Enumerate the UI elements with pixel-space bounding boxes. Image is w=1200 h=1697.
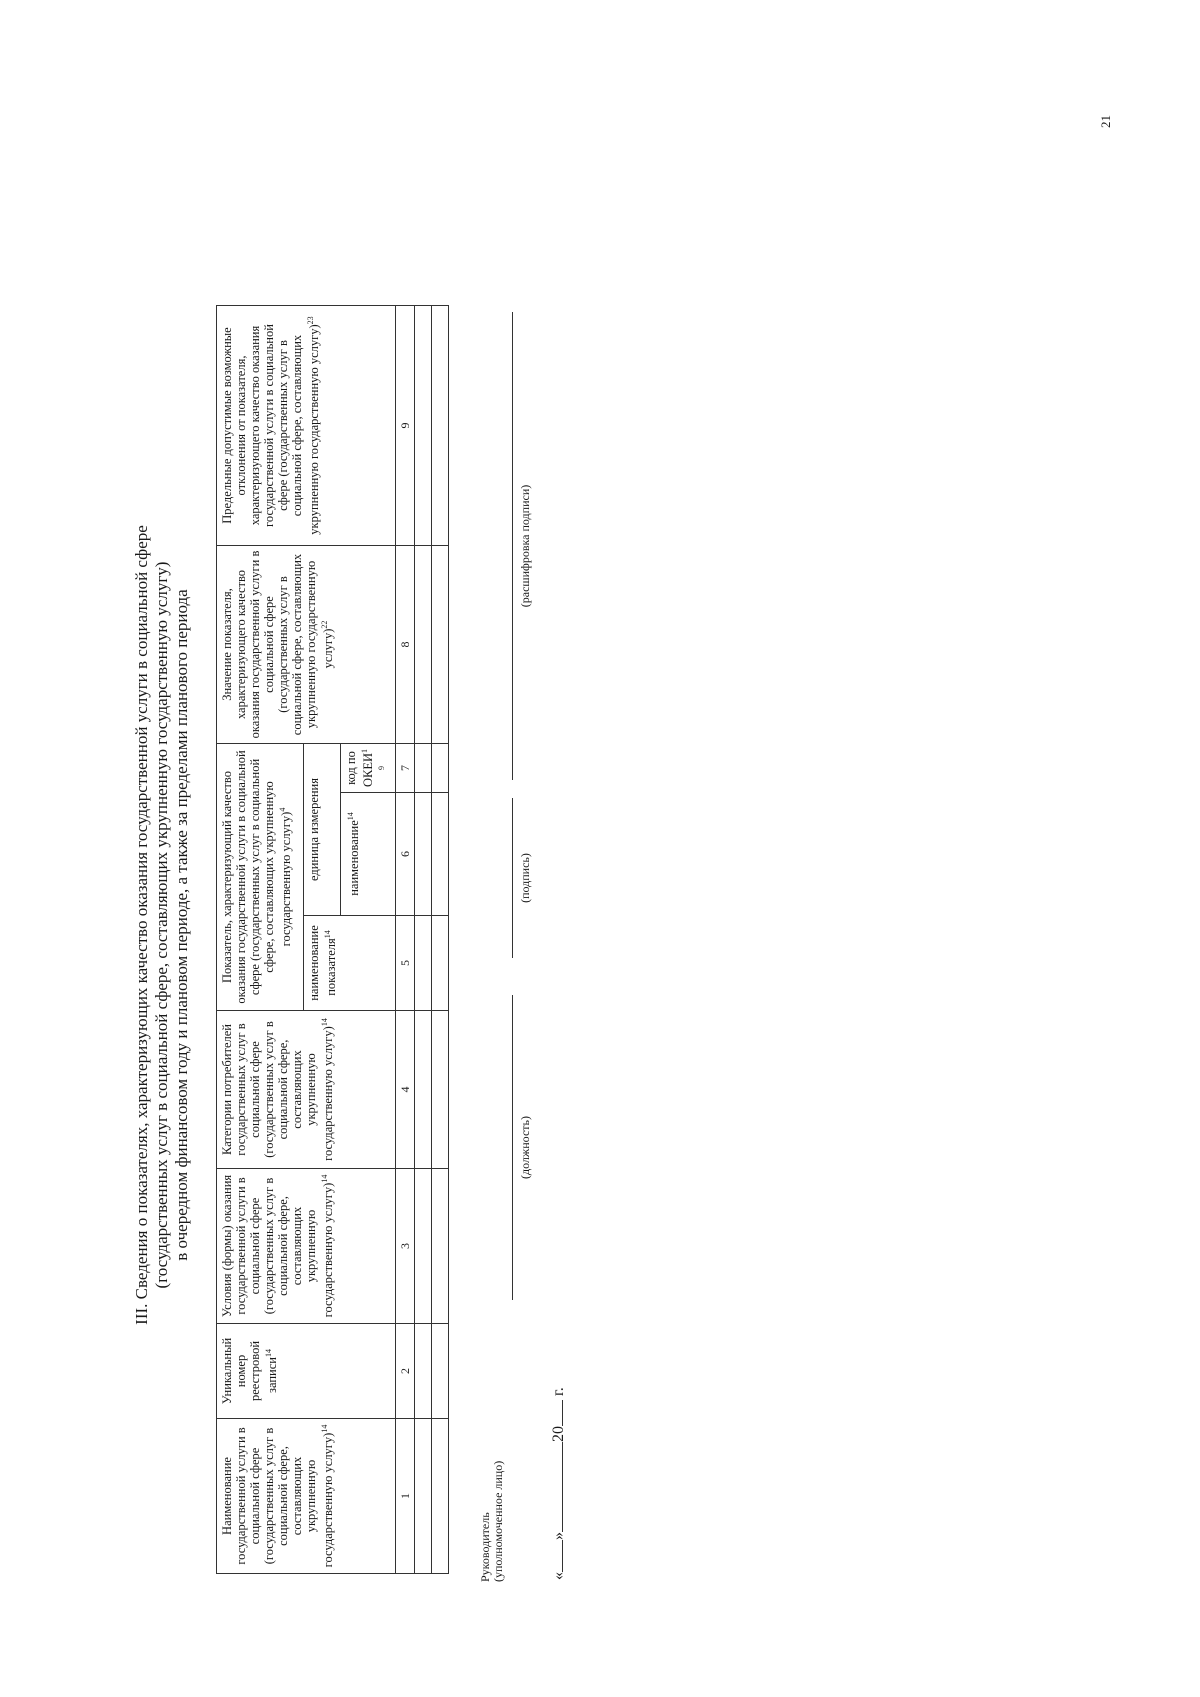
signature-decode-line	[512, 312, 513, 780]
col-num-6: 6	[396, 793, 415, 916]
signatory-role: Руководитель	[478, 1512, 492, 1582]
page-number: 21	[1098, 115, 1113, 128]
col-num-3: 3	[396, 1169, 415, 1324]
col-num-5: 5	[396, 916, 415, 1011]
col-num-9: 9	[396, 306, 415, 546]
header-unit-code: код по ОКЕИ$^{19}$	[341, 744, 396, 793]
table-row	[415, 306, 432, 1574]
quality-indicators-table	[216, 305, 449, 1574]
signature-decode-caption: (расшифровка подписи)	[518, 484, 532, 608]
section-title	[132, 190, 192, 1660]
rotated-form	[132, 190, 592, 1660]
col-num-1: 1	[396, 1419, 415, 1574]
header-service-name: Наименование государственной услуги в социальной сфере (государственных услуг в социальной сфере, составляющих укрупненную государственную услугу)$^{14}$	[217, 1419, 396, 1574]
signature-caption: (подпись)	[518, 853, 532, 903]
position-caption: (должность)	[518, 1116, 532, 1179]
header-indicator-name: наименование показателя$^{14}$	[304, 916, 396, 1011]
date-line: «»20 г.	[550, 1387, 567, 1580]
signatory-role-note: (уполномоченное лицо)	[491, 1460, 505, 1582]
title-line-1: III. Сведения о показателях, характеризующих качество оказания государственной услуги в социальной сфере	[132, 525, 151, 1325]
col-num-8: 8	[396, 546, 415, 744]
col-num-2: 2	[396, 1324, 415, 1419]
signatory-label	[479, 1461, 505, 1582]
header-quality-indicator: Показатель, характеризующий качество оказания государственной услуги в социальной сфере (государственных услуг в социальной сфере, составляющих укрупненную государственную услугу)$^4$	[217, 744, 304, 1011]
year-blank	[548, 1400, 563, 1426]
month-blank	[548, 1442, 563, 1532]
table-row	[432, 306, 449, 1574]
column-number-row	[396, 306, 415, 1574]
title-line-2: (государственных услуг в социальной сфере, составляющих укрупненную государственную услугу)	[152, 561, 171, 1289]
header-conditions: Условия (формы) оказания государственной услуги в социальной сфере (государственных услуг в социальной сфере, составляющих укрупненную государственную услугу)$^{14}$	[217, 1169, 396, 1324]
header-unit-name: наименование$^{14}$	[341, 793, 396, 916]
position-line	[512, 995, 513, 1300]
col-num-7: 7	[396, 744, 415, 793]
signature-line	[512, 798, 513, 958]
header-indicator-value: Значение показателя, характеризующего качество оказания государственной услуги в социальной сфере (государственных услуг в социальной сфере, составляющих укрупненную государственную услугу)$^{22}$	[217, 546, 396, 744]
header-row-1	[217, 306, 304, 1574]
day-blank	[548, 1540, 563, 1572]
col-num-4: 4	[396, 1011, 415, 1169]
header-registry-number: Уникальный номер реестровой записи$^{14}$	[217, 1324, 396, 1419]
title-line-3: в очередном финансовом году и плановом периоде, а также за пределами планового периода	[172, 589, 191, 1261]
header-consumer-categories: Категории потребителей государственных услуг в социальной сфере (государственных услуг в социальной сфере, составляющих укрупненную государственную услугу)$^{14}$	[217, 1011, 396, 1169]
header-allowed-deviations: Предельные допустимые возможные отклонения от показателя, характеризующего качество оказания государственной услуги в социальной сфере (государственных услуг в социальной сфере, составляющих укрупненную государственную услугу)$^{23}$	[217, 306, 396, 546]
header-unit: единица измерения	[304, 744, 341, 916]
